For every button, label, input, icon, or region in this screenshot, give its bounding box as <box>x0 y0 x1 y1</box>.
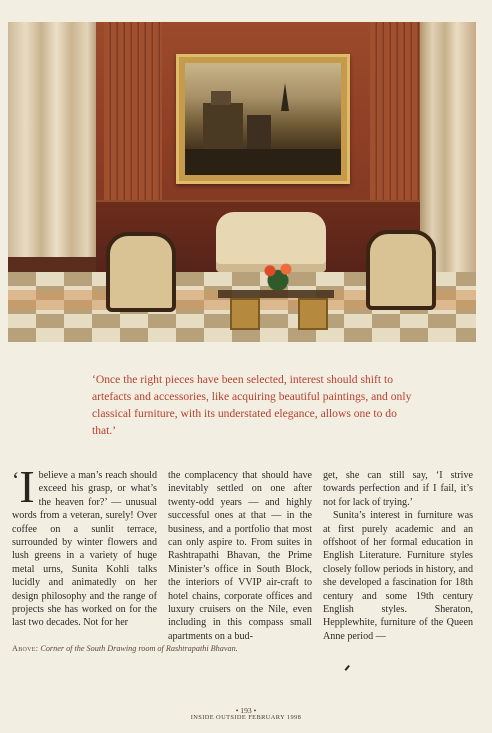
dropcap-letter: I <box>19 461 35 512</box>
photo-caption <box>12 644 238 653</box>
article-column-1 <box>12 461 157 630</box>
running-footer: INSIDE OUTSIDE FEBRUARY 1998 <box>190 714 302 721</box>
article-column-3 <box>323 469 473 643</box>
column-1-text: believe a man’s reach should exceed his grasp, or what’s the heaven for?’ — unusual words from a veteran, surely! Over coffee on a sunlit terrace, surrounded by winter flowers and lush greens in a variety of huge metal urns, Sunita Kohli talks lucidly and animatedly on her design philosophy and the range of projects she has worked on for the last two decades. Not for her <box>12 470 157 629</box>
article-column-2: the complacency that should have inevitably settled on one after twenty-odd years — and highly successful ones at that — in the business, and a portfolio that most can only aspire to. From suites in Rashtrapathi Bhavan, the Prime Minister’s office in South Block, the interiors of VVIP air-craft to hotel chains, corporate offices and luxury cruisers on the Nile, even including in this compass small apartments on a bud- <box>168 470 312 642</box>
dropcap-block <box>12 461 157 630</box>
painting-canvas <box>185 63 341 175</box>
caption-lead: Above: <box>12 644 39 653</box>
table-leg-left <box>230 298 260 330</box>
drawing-room-photo <box>8 22 476 342</box>
glass-coffee-table <box>218 290 334 298</box>
armchair-right <box>366 230 436 310</box>
page-number: • 193 • <box>235 706 257 715</box>
column-3-paragraph-2: Sunita’s interest in furniture was at first purely academic and an offshoot of her formal education in English Literature. Furniture styles closely follow periods in history, and she developed a fascination for 18th century and some 19th century English styles. Sheraton, Hepplewhite, furniture of the Queen Anne period — <box>323 510 473 642</box>
table-leg-right <box>298 298 328 330</box>
caption-text: Corner of the South Drawing room of Rashtrapathi Bhavan. <box>40 644 238 653</box>
flower-arrangement <box>258 258 298 290</box>
pull-quote: ‘Once the right pieces have been selected, interest should shift to artefacts and accessories, like acquiring beautiful paintings, and only classical furniture, with its understated elegance, allows one to do that.’ <box>92 373 412 437</box>
stray-pen-mark <box>344 665 349 671</box>
column-3-paragraph-1: get, she can still say, ‘I strive towards perfection and if I fail, it’s not for lack of trying.’ <box>323 470 473 508</box>
armchair-left <box>106 232 176 312</box>
opening-quote-mark: ‘ <box>12 467 20 492</box>
painting-scene <box>185 63 341 175</box>
curtain-left <box>8 22 96 257</box>
framed-landscape-painting <box>176 54 350 184</box>
